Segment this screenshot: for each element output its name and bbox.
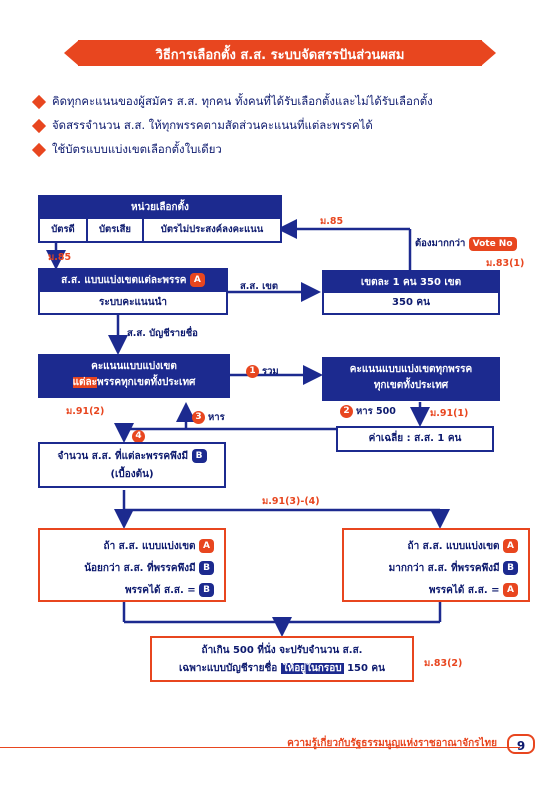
- label-m85-left: ม.85: [48, 252, 72, 263]
- label-m85-top: ม.85: [320, 216, 344, 227]
- case-fewer-box: [38, 528, 226, 602]
- label-ss-khet: ส.ส. เขต: [240, 281, 279, 292]
- bullet-text: ใช้บัตรแบบแบ่งเขตเลือกตั้งใบเดียว: [52, 142, 222, 156]
- entitled-line1: [40, 448, 224, 466]
- seats-sub: 350 คน: [392, 297, 430, 308]
- party-votes-line2: [38, 375, 230, 391]
- constituency-sub: ระบบคะแนนนำ: [98, 297, 168, 308]
- all-votes-line2: ทุกเขตทั้งประเทศ: [373, 380, 449, 391]
- party-votes-box: [38, 354, 230, 398]
- badge-b: B: [192, 449, 207, 463]
- badge-b: B: [199, 583, 214, 597]
- case-more-text3: พรรคได้ ส.ส. =: [428, 585, 500, 596]
- all-votes-box: [322, 357, 500, 401]
- ballot-novote-cell: บัตรไม่ประสงค์ลงคะแนน: [160, 224, 264, 235]
- party-votes-highlight: แต่ละ: [72, 377, 98, 388]
- case-more-text1: ถ้า ส.ส. แบบแบ่งเขต: [407, 541, 500, 552]
- badge-a: A: [199, 539, 214, 553]
- case-more-box: [342, 528, 530, 602]
- case-more-row1: [348, 536, 518, 558]
- label-m83-1: ม.83(1): [486, 258, 525, 269]
- entitled-seats-box: [38, 442, 226, 488]
- case-fewer-row2: [44, 558, 214, 580]
- polling-unit-header: หน่วยเลือกตั้ง: [40, 197, 280, 219]
- badge-b: B: [199, 561, 214, 575]
- case-more-text2: มากกว่า ส.ส. ที่พรรคพึงมี: [388, 563, 500, 574]
- step-3-icon: 3: [192, 411, 205, 424]
- constituency-title: ส.ส. แบบแบ่งเขตแต่ละพรรค: [61, 275, 187, 286]
- final-line2: [152, 660, 412, 678]
- label-m83-2: ม.83(2): [424, 658, 463, 669]
- seats-title: เขตละ 1 คน 350 เขต: [324, 272, 498, 293]
- label-divide: [192, 410, 225, 425]
- footer-text: ความรู้เกี่ยวกับรัฐธรรมนูญแห่งราชอาณาจักรไทย: [287, 738, 497, 749]
- more-than-text: ต้องมากกว่า: [415, 238, 466, 249]
- final-highlight: ให้อยู่ในกรอบ: [282, 663, 342, 674]
- label-m91-2: ม.91(2): [66, 406, 105, 417]
- case-fewer-row1: [44, 536, 214, 558]
- constituency-box: [38, 268, 228, 315]
- bullet-text: คิดทุกคะแนนของผู้สมัคร ส.ส. ทุกคน ทั้งคนที่ได้รับเลือกตั้งและไม่ได้รับเลือกตั้ง: [52, 94, 433, 108]
- label-divide-500: [340, 404, 396, 419]
- case-fewer-text2: น้อยกว่า ส.ส. ที่พรรคพึงมี: [84, 563, 196, 574]
- ballot-invalid-cell: บัตรเสีย: [88, 219, 144, 241]
- party-votes-rest: พรรคทุกเขตทั้งประเทศ: [97, 377, 196, 388]
- case-fewer-text1: ถ้า ส.ส. แบบแบ่งเขต: [103, 541, 196, 552]
- label-ss-list: ส.ส. บัญชีรายชื่อ: [127, 328, 198, 339]
- label-m91-1: ม.91(1): [430, 408, 469, 419]
- label-sum: [246, 364, 279, 379]
- seats-box: [322, 270, 500, 315]
- case-fewer-text3: พรรคได้ ส.ส. =: [124, 585, 196, 596]
- case-more-row3: [348, 580, 518, 602]
- divide-500-text: หาร 500: [356, 406, 396, 417]
- constituency-header: [40, 270, 226, 292]
- final-pre: เฉพาะแบบบัญชีรายชื่อ: [179, 663, 278, 674]
- label-more-than: [415, 236, 517, 251]
- party-votes-line1: คะแนนแบบแบ่งเขต: [91, 361, 177, 372]
- sum-text: รวม: [262, 366, 279, 377]
- step-4-icon: 4: [132, 430, 145, 443]
- bullet-text: จัดสรรจำนวน ส.ส. ให้ทุกพรรคตามสัดส่วนคะแนนที่แต่ละพรรคได้: [52, 118, 373, 132]
- badge-a: A: [503, 539, 518, 553]
- step-1-icon: 1: [246, 365, 259, 378]
- final-post: 150 คน: [347, 663, 385, 674]
- label-m91-34: ม.91(3)-(4): [262, 496, 320, 507]
- entitled-text: จำนวน ส.ส. ที่แต่ละพรรคพึงมี: [57, 451, 189, 462]
- badge-b: B: [503, 561, 518, 575]
- final-line1: ถ้าเกิน 500 ที่นั่ง จะปรับจำนวน ส.ส.: [201, 645, 363, 656]
- ballot-valid-cell: บัตรดี: [40, 219, 88, 241]
- polling-unit-box: [38, 195, 282, 243]
- badge-a: A: [503, 583, 518, 597]
- page-number: 9: [507, 734, 535, 754]
- average-box: ค่าเฉลี่ย : ส.ส. 1 คน: [336, 426, 494, 452]
- step-2-icon: 2: [340, 405, 353, 418]
- vote-no-badge: Vote No: [469, 237, 517, 251]
- final-adjustment-box: [150, 636, 414, 682]
- page-title: วิธีการเลือกตั้ง ส.ส. ระบบจัดสรรปันส่วนผสม: [155, 48, 405, 63]
- badge-a: A: [190, 273, 205, 287]
- all-votes-line1: คะแนนแบบแบ่งเขตทุกพรรค: [349, 364, 473, 375]
- divide-text: หาร: [208, 412, 225, 423]
- case-more-row2: [348, 558, 518, 580]
- case-fewer-row3: [44, 580, 214, 602]
- entitled-line2: (เบื้องต้น): [110, 469, 154, 480]
